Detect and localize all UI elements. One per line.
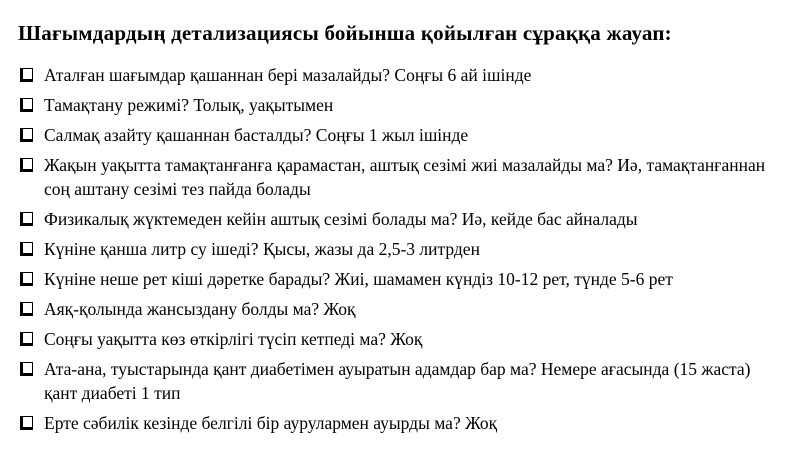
list-item <box>20 207 786 231</box>
list-item-text: Күніне қанша литр су ішеді? Қысы, жазы да 2,5-3 литрден <box>44 239 480 259</box>
list-item-text: Аяқ-қолында жансыздану болды ма? Жоқ <box>44 299 356 319</box>
checkbox-square-icon <box>20 362 33 376</box>
checkbox-square-icon <box>20 128 33 142</box>
list-item <box>20 357 786 405</box>
list-item-text: Тамақтану режимі? Толық, уақытымен <box>44 95 334 115</box>
list-item <box>20 93 786 117</box>
list-item <box>20 63 786 87</box>
list-item-text: Салмақ азайту қашаннан басталды? Соңғы 1 жыл ішінде <box>44 125 469 145</box>
checkbox-square-icon <box>20 416 33 430</box>
checkbox-square-icon <box>20 68 33 82</box>
list-item <box>20 123 786 147</box>
slide-title: Шағымдардың детализациясы бойынша қойылған сұраққа жауап: <box>18 21 672 45</box>
checkbox-square-icon <box>20 272 33 286</box>
qa-bullet-list <box>18 63 786 435</box>
list-item <box>20 267 786 291</box>
list-item-text: Аталған шағымдар қашаннан бері мазалайды? Соңғы 6 ай ішінде <box>44 65 532 85</box>
list-item <box>20 237 786 261</box>
checkbox-square-icon <box>20 332 33 346</box>
list-item <box>20 411 786 435</box>
list-item-text: Ата-ана, туыстарында қант диабетімен ауыратын адамдар бар ма? Немере ағасында (15 жаста) қант диабеті 1 тип <box>44 359 751 403</box>
checkbox-square-icon <box>20 242 33 256</box>
checkbox-square-icon <box>20 302 33 316</box>
list-item-text: Физикалық жүктемеден кейін аштық сезімі болады ма? Иә, кейде бас айналады <box>44 209 638 229</box>
list-item-text: Күніне неше рет кіші дәретке барады? Жиі, шамамен күндіз 10-12 рет, түнде 5-6 рет <box>44 269 673 289</box>
list-item <box>20 327 786 351</box>
list-item <box>20 297 786 321</box>
checkbox-square-icon <box>20 158 33 172</box>
list-item <box>20 153 786 201</box>
checkbox-square-icon <box>20 212 33 226</box>
list-item-text: Соңғы уақытта көз өткірлігі түсіп кетпеді ма? Жоқ <box>44 329 423 349</box>
checkbox-square-icon <box>20 98 33 112</box>
list-item-text: Ерте сәбилік кезінде белгілі бір аурулармен ауырды ма? Жоқ <box>44 413 498 433</box>
list-item-text: Жақын уақытта тамақтанғанға қарамастан, аштық сезімі жиі мазалайды ма? Иә, тамақтанғаннан соң аштану сезімі тез пайда болады <box>44 155 766 199</box>
